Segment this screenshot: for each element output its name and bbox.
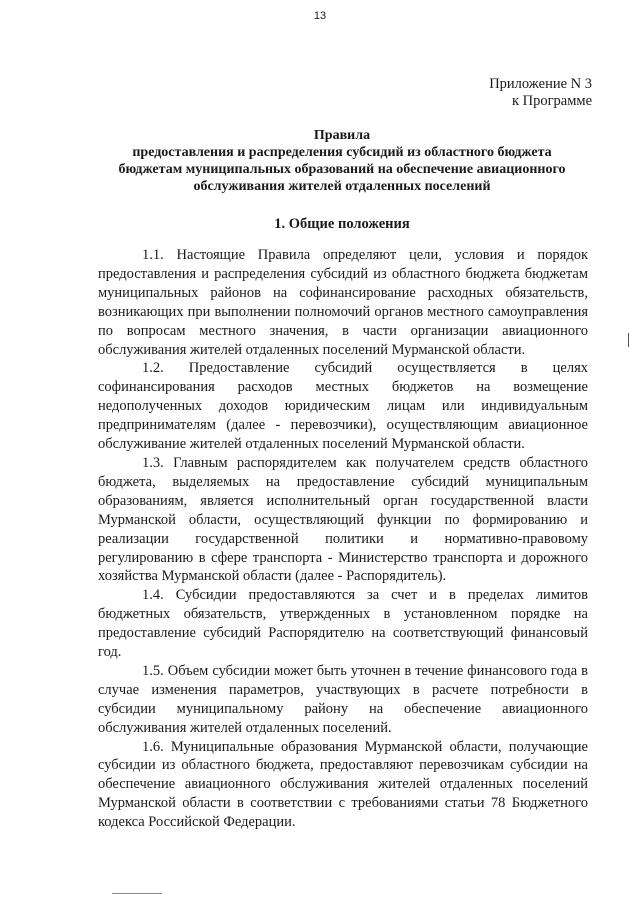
appendix-line-number: Приложение N 3 (489, 76, 592, 92)
document-title (92, 127, 592, 195)
document-body (98, 246, 588, 832)
appendix-line-program: к Программе (511, 93, 592, 109)
paragraph-1-2: 1.2. Предоставление субсидий осуществляется в целях софинансирования расходов местных бюджетов на возмещение недополученных доходов юридическим лицам или индивидуальным предпринимателям (далее - перевозчики), осуществляющим авиационное обслуживание жителей отдаленных поселений Мурманской области. (98, 360, 588, 453)
paragraph-1-3: 1.3. Главным распорядителем как получателем средств областного бюджета, выделяемых на предоставление субсидий муниципальным образованиям, является исполнительный орган государственной власти Мурманской области, осуществляющий функции по формированию и реализации государственной политики и нормативно-правовому регулированию в сфере транспорта - Министерство транспорта и дорожного хозяйства Мурманской области (далее - Распорядитель). (98, 454, 588, 585)
scan-margin-mark (628, 333, 629, 347)
section-heading: 1. Общие положения (274, 216, 410, 232)
title-line-2: предоставления и распределения субсидий из областного бюджета (132, 145, 552, 160)
paragraph-1-6: 1.6. Муниципальные образования Мурманской области, получающие субсидии из областного бюджета, предоставляют перевозчикам субсидии на обеспечение авиационного обслуживания жителей отдаленных поселений Мурманской области в соответствии с требованиями статьи 78 Бюджетного кодекса Российской Федерации. (98, 738, 588, 831)
title-line-3: бюджетам муниципальных образований на обеспечение авиационного (118, 162, 566, 177)
title-line-4: обслуживания жителей отдаленных поселений (193, 179, 491, 194)
paragraph-1-5: 1.5. Объем субсидии может быть уточнен в течение финансового года в случае изменения параметров, участвующих в расчете потребности в субсидии муниципальному району на обеспечение авиационного обслуживания жителей отдаленных поселений. (98, 662, 588, 736)
paragraph-1-4: 1.4. Субсидии предоставляются за счет и в пределах лимитов бюджетных обязательств, утвержденных в установленном порядке на предоставление субсидий Распорядителю на соответствующий финансовый год. (98, 587, 588, 661)
paragraph-1-1: 1.1. Настоящие Правила определяют цели, условия и порядок предоставления и распределения субсидий из областного бюджета бюджетам муниципальных районов на софинансирование расходных обязательств, возникающих при выполнении полномочий органов местного самоуправления по вопросам местного значения, в части организации авиационного обслуживания жителей отдаленных поселений Мурманской области. (98, 247, 588, 358)
appendix-reference (489, 76, 592, 110)
footer-rule (112, 893, 162, 894)
title-line-1: Правила (313, 128, 371, 143)
page-number: 13 (313, 10, 327, 22)
